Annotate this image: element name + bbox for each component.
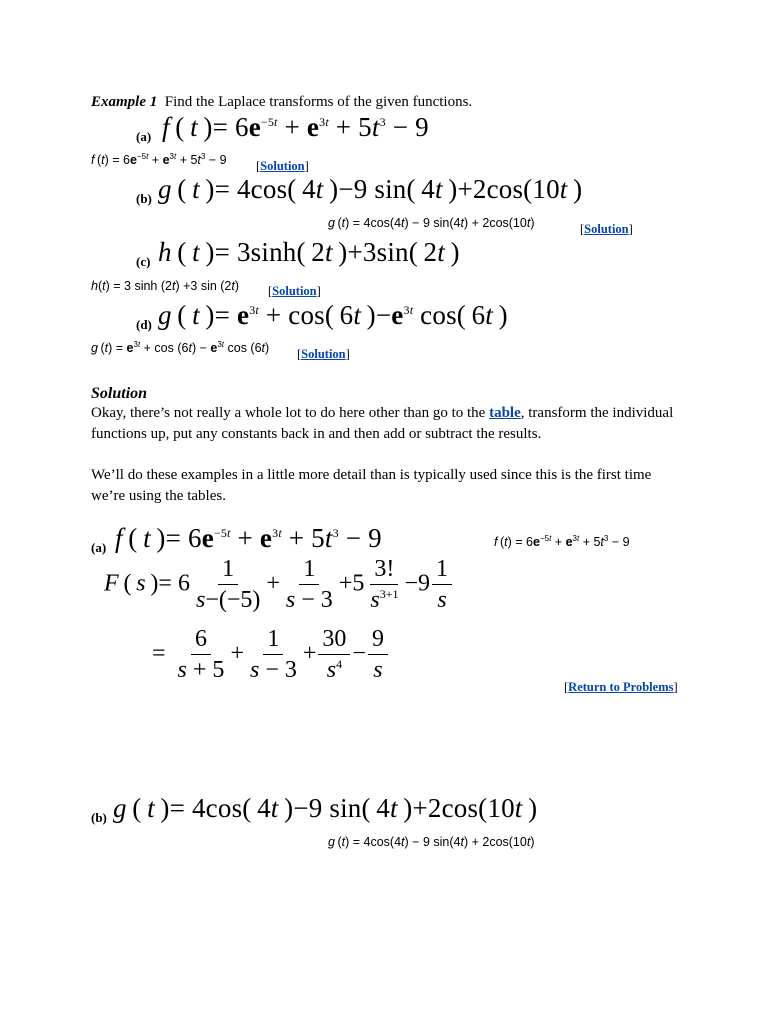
- problem-c-formula: h ( t )= 3sinh( 2t )+3sin( 2t ): [158, 237, 460, 267]
- worked-b-formula: g ( t )= 4cos( 4t )−9 sin( 4t )+2cos(10t ): [113, 793, 538, 823]
- laplace-line-1: F ( s )= 6 $\frac{1}{s-(-5)}$ + $\frac{1}{s - 3}$ +5 $\frac{3!}{s^{3+1}}$ −9 $\frac{1}{s}$: [104, 556, 454, 614]
- example-text: Find the Laplace transforms of the given functions.: [164, 94, 473, 110]
- solution-paragraph-1: [91, 403, 691, 445]
- solution-link-d[interactable]: Solution: [301, 347, 346, 361]
- solution-link-d-wrap: [Solution]: [297, 347, 350, 361]
- para1-pre: Okay, there’s not really a whole lot to do here other than go to the: [91, 405, 490, 421]
- problem-d-label: (d): [136, 317, 152, 332]
- worked-b-label: (b): [91, 810, 107, 825]
- problem-b-label: (b): [136, 191, 152, 206]
- solution-link-a-wrap: [Solution]: [256, 159, 309, 173]
- problem-a-inline: f $(t) = 6e^{-5t} + e^{3t} + 5t^3 - 9$: [91, 152, 227, 168]
- problem-d-formula: g ( t )= $e^{3t} + \cos$( 6t )$-e^{3t}$ cos( 6t ): [158, 300, 508, 330]
- problem-d-inline: g $(t) = e^{3t} + \cos (6t) - e^{3t}$ cos (6t): [91, 340, 270, 356]
- para1-post: , transform the individual functions up, put any constants back in and then add or subtract the results.: [91, 405, 674, 442]
- problem-c-label: (c): [136, 254, 151, 269]
- problem-b-formula: g ( t )= 4cos( 4t )−9 sin( 4t )+2cos(10t ): [158, 174, 583, 204]
- problem-b-inline: g (t) = 4cos(4t) − 9 sin(4t) + 2cos(10t): [328, 216, 535, 230]
- solution-heading: Solution: [91, 385, 148, 402]
- solution-link-c[interactable]: Solution: [272, 284, 317, 298]
- worked-b-inline: g (t) = 4cos(4t) − 9 sin(4t) + 2cos(10t): [328, 835, 535, 849]
- laplace-line-2: = $\frac{6}{s + 5}$ + $\frac{1}{s - 3}$ + $\frac{30}{s^4}$ − $\frac{9}{s}$: [152, 626, 390, 684]
- table-link[interactable]: table: [489, 405, 521, 421]
- problem-c-inline: h(t) = 3 sinh (2t) +3 sin (2t): [91, 279, 240, 293]
- solution-paragraph-2: We’ll do these examples in a little more detail than is typically used since this is the first time we’re using the tables.: [91, 467, 652, 504]
- example-label: Example 1: [91, 94, 158, 110]
- problem-a-label: (a): [136, 129, 152, 144]
- return-to-problems-link[interactable]: Return to Problems: [568, 680, 674, 694]
- solution-link-c-wrap: [Solution]: [268, 284, 321, 298]
- solution-link-b-wrap: [Solution]: [580, 222, 633, 236]
- problem-a-formula: f ( t )= $6e^{-5t} + e^{3t} + 5t^3 - 9$: [162, 112, 429, 142]
- return-link-wrap: [Return to Problems]: [564, 680, 678, 694]
- worked-a-formula: f ( t )= $6e^{-5t} + e^{3t} + 5t^3 - 9$: [115, 523, 382, 553]
- solution-link-b[interactable]: Solution: [584, 222, 629, 236]
- example-heading: [91, 94, 472, 111]
- solution-link-a[interactable]: Solution: [260, 159, 305, 173]
- worked-a-inline: f $(t) = 6e^{-5t} + e^{3t} + 5t^3 - 9$: [494, 534, 630, 550]
- worked-a-label: (a): [91, 540, 107, 555]
